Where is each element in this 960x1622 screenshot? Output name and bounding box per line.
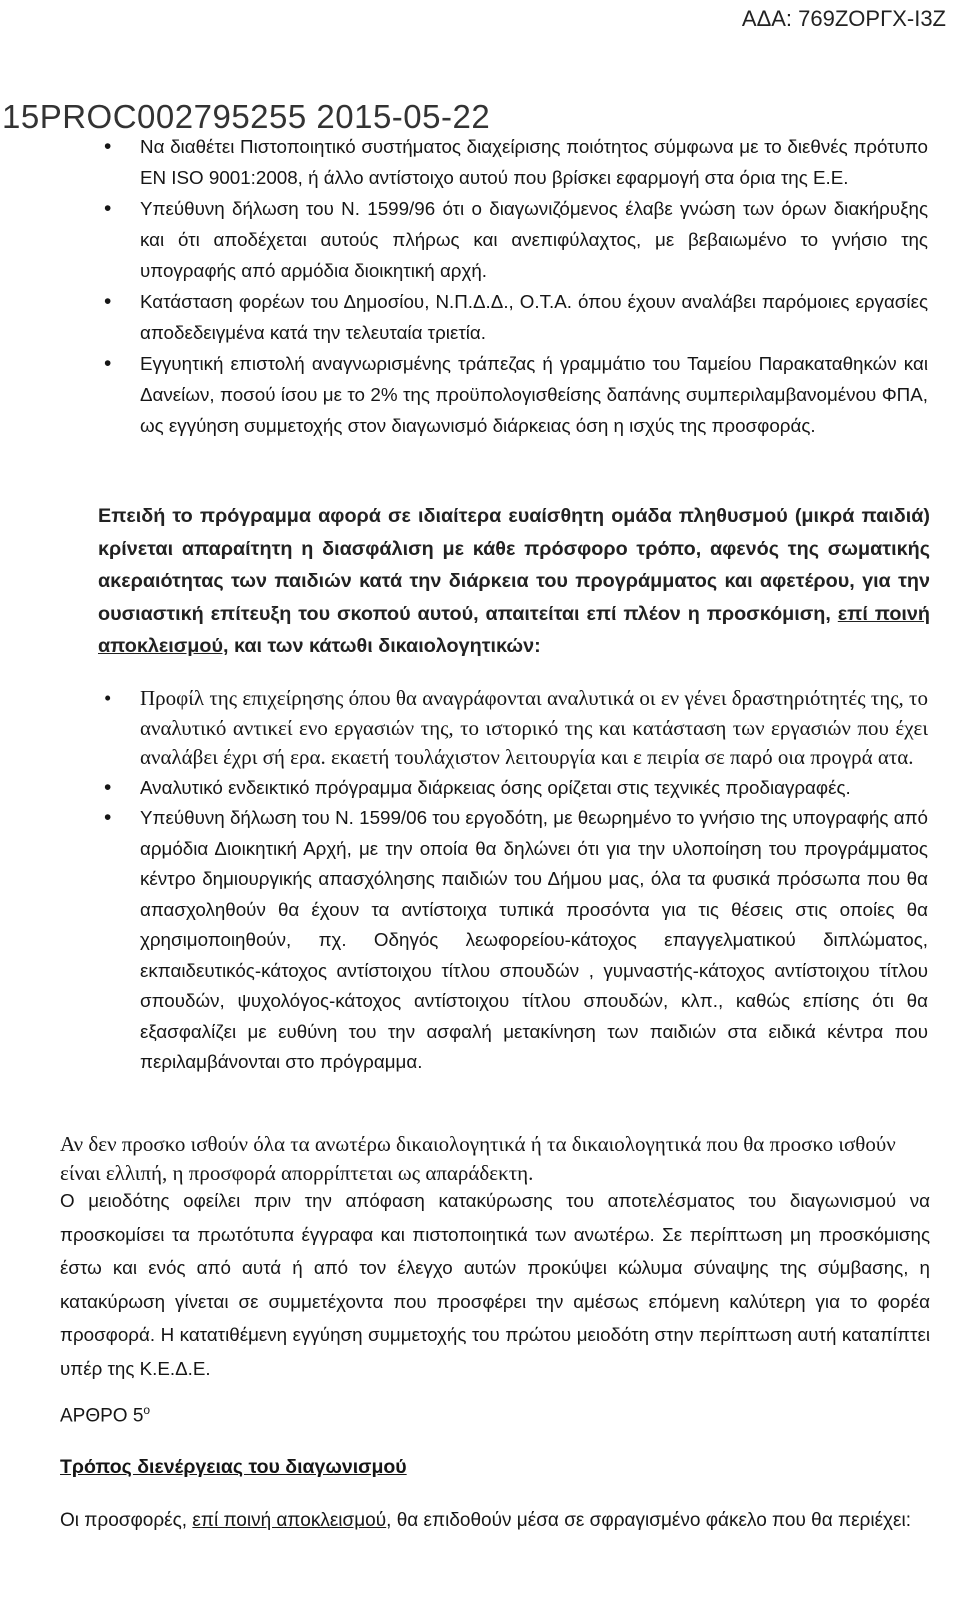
bold-paragraph-end: και των κάτωθι δικαιολογητικών: [228, 635, 541, 658]
list-item: • Εγγυητική επιστολή αναγνωρισμένης τράπεζας ή γραμμάτιο του Ταμείου Παρακαταθηκών και Δανείων, ποσού ίσου με το 2% της προϋπολογισθείσης δαπάνης συμπεριλαμβανομένου ΦΠΑ, ως εγγύηση συμμετοχής στον διαγωνισμό διάρκειας όση η ισχύς της προσφοράς. [0, 348, 960, 441]
offers-text-end: , θα επιδοθούν μέσα σε σφραγισμένο φάκελο που θα περιέχει: [386, 1510, 911, 1531]
exclusion-underline: επί ποινή αποκλεισμού, [98, 602, 930, 658]
requirements-list-2 [0, 684, 960, 1078]
rejection-paragraph: Αν δεν προσκο ισθούν όλα τα ανωτέρω δικαιολογητικά ή τα δικαιολογητικά που θα προσκο ισθούν είναι ελλιπή, η προσφορά απορρίπτεται ως απαράδεκτη. [60, 1132, 896, 1185]
article-superscript: ο [143, 1403, 151, 1417]
list-item: • Αναλυτικό ενδεικτικό πρόγραμμα διάρκειας όσης ορίζεται στις τεχνικές προδιαγραφές. [0, 773, 960, 804]
winner-paragraph: Ο μειοδότης οφείλει πριν την απόφαση κατακύρωσης του αποτελέσματος του διαγωνισμού να προσκομίσει τα πρωτότυπα έγγραφα και πιστοποιητικά των ανωτέρω. Σε περίπτωση μη προσκόμισης έστω και ενός από αυτά ή από τον έλεγχο αυτών προκύψει κώλυμα σύναψης της σύμβασης, η κατακύρωση γίνεται σε συμμετέχοντα που προσφέρει την αμέσως επόμενη καλύτερη για το φορέα προσφορά. Η κατατιθέμενη εγγύηση συμμετοχής του πρώτου μειοδότη στην περίπτωση αυτή καταπίπτει υπέρ της Κ.Ε.Δ.Ε. [60, 1190, 930, 1379]
exclusion-underline-2: επί ποινή αποκλεισμού [192, 1510, 387, 1531]
section-heading: Τρόπος διενέργειας του διαγωνισμού [60, 1456, 407, 1478]
proc-stamp: 15PROC002795255 2015-05-22 [2, 98, 491, 135]
requirements-list-1 [0, 131, 960, 441]
article-title [60, 1403, 150, 1427]
ada-code: ΑΔΑ: 769ΖΟΡΓΧ-Ι3Ζ [741, 6, 946, 31]
offers-paragraph [60, 1504, 930, 1537]
bold-paragraph-text: Επειδή το πρόγραμμα αφορά σε ιδιαίτερα ευαίσθητη ομάδα πληθυσμού (μικρά παιδιά) κρίνεται απαραίτητη η διασφάλιση με κάθε πρόσφορο τρόπο, αφενός της σωματικής ακεραιότητας των παιδιών κατά την διάρκεια του προγράμματος και αφετέρου, για την ουσιαστική επίτευξη του σκοπού αυτού, απαιτείται επί πλέον η προσκόμιση, [98, 505, 930, 625]
list-item: • Να διαθέτει Πιστοποιητικό συστήματος διαχείρισης ποιότητος σύμφωνα με το διεθνές πρότυπο EN ISO 9001:2008, ή άλλο αντίστοιχο αυτού που βρίσκει εφαρμογή στα όρια της Ε.Ε. [0, 131, 960, 193]
list-item: • Προφίλ της επιχείρησης όπου θα αναγράφονται αναλυτικά οι εν γένει δραστηριότητές της, το αναλυτικό αντικεί ενο εργασιών της, το ιστορικό της και κατάσταση των εργασιών που έχει αναλάβει έχρι σή ερα. εκαετή τουλάχιστον λειτουργία και ε πειρία σε παρό οια προγρά ατα. [0, 684, 960, 773]
offers-text: Οι προσφορές, [60, 1510, 193, 1531]
list-item: • Υπεύθυνη δήλωση του Ν. 1599/96 ότι ο διαγωνιζόμενος έλαβε γνώση των όρων διακήρυξης και ότι αποδέχεται αυτούς πλήρως και ανεπιφύλαχτος, με βεβαιωμένο το γνήσιο της υπογραφής από αρμόδια διοικητική αρχή. [0, 193, 960, 286]
list-item: • Κατάσταση φορέων του Δημοσίου, Ν.Π.Δ.Δ., Ο.Τ.Α. όπου έχουν αναλάβει παρόμοιες εργασίες αποδεδειγμένα κατά την τελευταία τριετία. [0, 286, 960, 348]
list-item: • Υπεύθυνη δήλωση του Ν. 1599/06 του εργοδότη, με θεωρημένο το γνήσιο της υπογραφής από αρμόδια Διοικητική Αρχή, με την οποία θα δηλώνει ότι για την υλοποίηση του προγράμματος κέντρο δημιουργικής απασχόλησης παιδιών του Δήμου μας, όλα τα φυσικά πρόσωπα που θα απασχοληθούν θα έχουν τα αντίστοιχα τυπικά προσόντα για τις θέσεις στις οποίες θα χρησιμοποιηθούν, πχ. Οδηγός λεωφορείου-κάτοχος επαγγελματικού διπλώματος, εκπαιδευτικός-κάτοχος αντίστοιχου τίτλου σπουδών , γυμναστής-κάτοχος αντίστοιχου τίτλου σπουδών, ψυχολόγος-κάτοχος αντίστοιχου τίτλου σπουδών, κλπ., καθώς επίσης ότι θα εξασφαλίζει με ευθύνη του την ασφαλή μετακίνηση των παιδιών στα ειδικά κέντρα που περιλαμβάνονται στο πρόγραμμα. [0, 803, 960, 1078]
bold-paragraph [98, 500, 930, 663]
article-label: ΑΡΘΡΟ 5 [60, 1405, 144, 1427]
